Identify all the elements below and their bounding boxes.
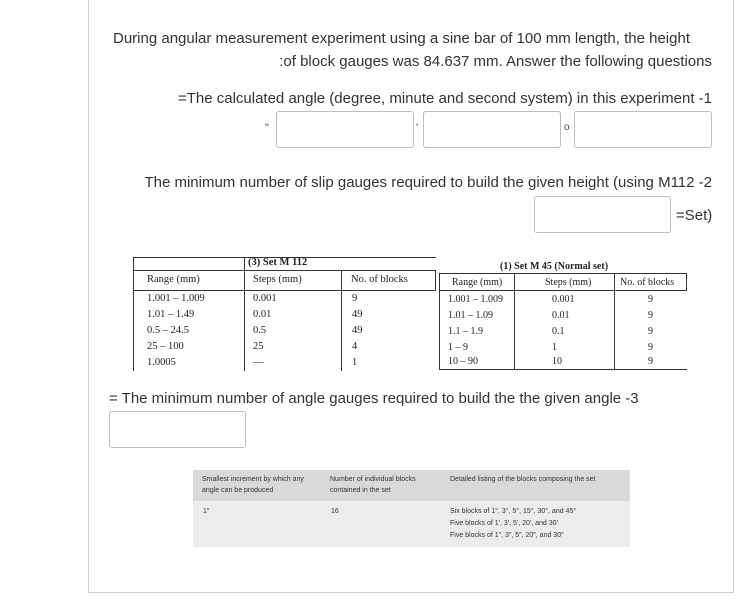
minutes-input[interactable]: [423, 111, 561, 148]
seconds-symbol: ": [265, 122, 269, 134]
m112-title: (3) Set M 112: [248, 257, 308, 268]
intro-line-1: During angular measurement experiment using a sine bar of 100 mm length, the height: [113, 30, 690, 47]
slip-gauges-input[interactable]: [534, 196, 671, 233]
q2-text-line-2: =Set): [676, 207, 713, 224]
intro-line-2: :of block gauges was 84.637 mm. Answer the following questions: [279, 53, 712, 70]
degrees-symbol: o: [564, 122, 570, 133]
minutes-symbol: ': [416, 122, 419, 134]
q1-text: =The calculated angle (degree, minute and second system) in this experiment -1: [177, 90, 712, 107]
seconds-input[interactable]: [276, 111, 414, 148]
m45-title: (1) Set M 45 (Normal set): [500, 261, 609, 272]
angle-gauges-input[interactable]: [109, 411, 246, 448]
q2-text-line-1: The minimum number of slip gauges required to build the given height (using M112 -2: [144, 174, 712, 191]
q3-text: = The minimum number of angle gauges required to build the the given angle -3: [109, 390, 639, 407]
degrees-input[interactable]: [574, 111, 712, 148]
